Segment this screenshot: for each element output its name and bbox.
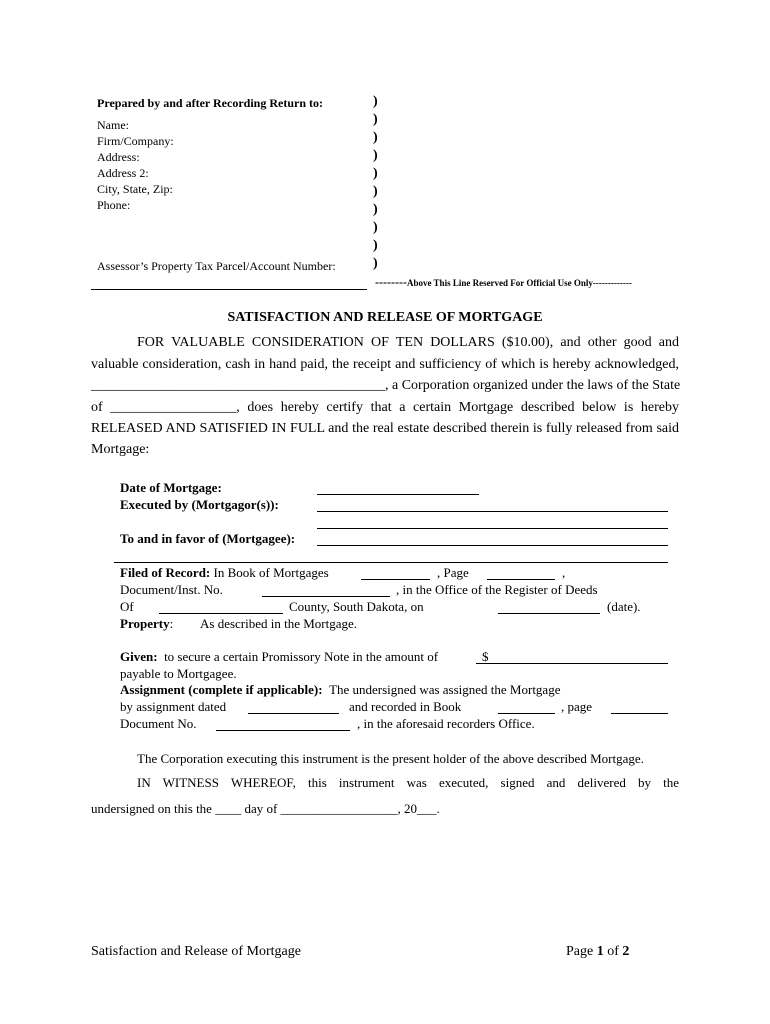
- parcel-line[interactable]: [91, 289, 367, 290]
- reserved-note: --------Above This Line Reserved For Official Use Only-------------: [375, 275, 632, 289]
- paren: ): [373, 238, 378, 253]
- paren: ): [373, 94, 378, 109]
- address-label: Address:: [97, 150, 140, 164]
- book-line[interactable]: [361, 579, 430, 580]
- assignment-row: Assignment (complete if applicable): The undersigned was assigned the Mortgage: [120, 682, 561, 697]
- name-label: Name:: [97, 118, 129, 132]
- paren: ): [373, 220, 378, 235]
- paren: ): [373, 184, 378, 199]
- prepared-by-label: Prepared by and after Recording Return to:: [97, 96, 323, 110]
- phone-label: Phone:: [97, 198, 131, 212]
- date-paren-label: (date).: [607, 599, 641, 614]
- given-row: Given: to secure a certain Promissory Note in the amount of: [120, 649, 439, 664]
- amount-line[interactable]: [476, 663, 668, 664]
- by-assignment-label: by assignment dated: [120, 699, 227, 714]
- recorded-in-book-label: and recorded in Book: [349, 699, 462, 714]
- body-line-3: __________________________________________, a Corporation organized under the laws of the State: [91, 378, 681, 393]
- property-value: As described in the Mortgage.: [200, 616, 358, 631]
- executed-by-label: Executed by (Mortgagor(s)):: [120, 497, 279, 512]
- property-label: Property:: [120, 616, 174, 631]
- paren: ): [373, 148, 378, 163]
- recorders-label: , in the aforesaid recorders Office.: [357, 716, 535, 731]
- body-line-5: RELEASED AND SATISFIED IN FULL and the real estate described therein is fully released from said: [91, 421, 679, 436]
- page-number: Page 1 of 2: [566, 944, 630, 959]
- filed-date-line[interactable]: [498, 613, 600, 614]
- body-line-6: Mortgage:: [91, 442, 150, 457]
- doc-inst-line[interactable]: [262, 596, 390, 597]
- dollar-sign: $: [482, 649, 489, 664]
- paren: ): [373, 256, 378, 271]
- document-no-line[interactable]: [216, 730, 350, 731]
- page-label: , Page: [437, 565, 469, 580]
- footer-title: Satisfaction and Release of Mortgage: [91, 944, 301, 959]
- date-of-mortgage-line[interactable]: [317, 494, 479, 495]
- body-line-2: valuable consideration, cash in hand paid, the receipt and sufficiency of which is hereby acknowledged,: [91, 357, 679, 372]
- document-no-label: Document No.: [120, 716, 197, 731]
- assignment-date-line[interactable]: [248, 713, 339, 714]
- in-favor-of-label: To and in favor of (Mortgagee):: [120, 531, 296, 546]
- paren: ): [373, 130, 378, 145]
- firm-label: Firm/Company:: [97, 134, 174, 148]
- comma: ,: [562, 565, 566, 580]
- city-label: City, State, Zip:: [97, 182, 173, 196]
- paren: ): [373, 202, 378, 217]
- body-line-4: of __________________, does hereby certify that a certain Mortgage described below is hereby: [91, 400, 679, 415]
- payable-label: payable to Mortgagee.: [120, 666, 237, 681]
- mortgagee-line[interactable]: [317, 545, 668, 546]
- page-line[interactable]: [487, 579, 555, 580]
- assignment-book-line[interactable]: [498, 713, 555, 714]
- filed-of-record-row: Filed of Record: In Book of Mortgages: [120, 565, 329, 580]
- parcel-label: Assessor’s Property Tax Parcel/Account Number:: [97, 259, 336, 273]
- paren: ): [373, 166, 378, 181]
- county-label: County, South Dakota, on: [289, 599, 424, 614]
- corporation-statement: The Corporation executing this instrument is the present holder of the above described Mortgage.: [137, 751, 644, 766]
- county-line[interactable]: [159, 613, 283, 614]
- paren: ): [373, 112, 378, 127]
- mortgagor-line-2[interactable]: [317, 528, 668, 529]
- witness-line: IN WITNESS WHEREOF, this instrument was executed, signed and delivered by the: [137, 775, 679, 790]
- body-line-1: FOR VALUABLE CONSIDERATION OF TEN DOLLARS ($10.00), and other good and: [137, 335, 679, 350]
- of-label: Of: [120, 599, 134, 614]
- mortgagee-line-2[interactable]: [114, 562, 668, 563]
- mortgagor-line[interactable]: [317, 511, 668, 512]
- undersigned-line: undersigned on this the ____ day of __________________, 20___.: [91, 801, 440, 816]
- date-of-mortgage-label: Date of Mortgage:: [120, 480, 222, 495]
- page-label-2: , page: [561, 699, 593, 714]
- office-label: , in the Office of the Register of Deeds: [396, 582, 598, 597]
- doc-inst-label: Document/Inst. No.: [120, 582, 223, 597]
- document-title: SATISFACTION AND RELEASE OF MORTGAGE: [227, 310, 543, 325]
- address2-label: Address 2:: [97, 166, 149, 180]
- assignment-page-line[interactable]: [611, 713, 668, 714]
